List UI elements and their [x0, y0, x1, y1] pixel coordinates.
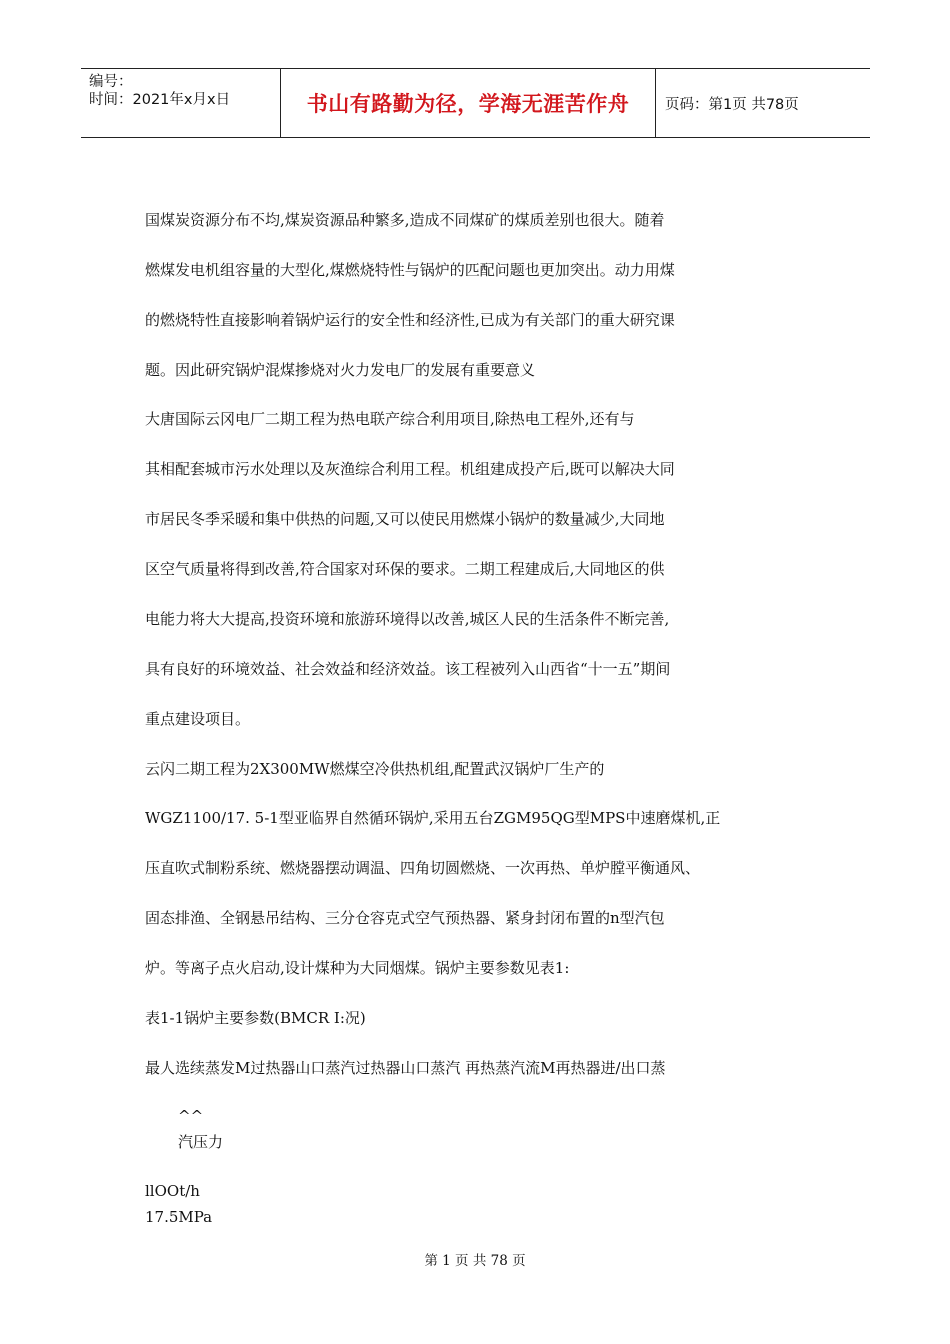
- table-header-row: 最人选续蒸发M过热器山口蒸汽过热器山口蒸汽 再热蒸汽流M再热器进/出口蒸: [145, 1059, 666, 1077]
- body-line: 题。因此研究锅炉混煤掺烧对火力发电厂的发展有重要意义: [145, 361, 536, 379]
- body-line: 重点建设项目。: [145, 710, 251, 728]
- body-line: 区空气质量将得到改善,符合国家对环保的要求。二期工程建成后,大同地区的供: [145, 560, 665, 578]
- body-line: 压直吹式制粉系统、燃烧器摆动调温、四角切圆燃烧、一次再热、单炉膛平衡通风、: [145, 859, 701, 877]
- body-line: 具有良好的环境效益、社会效益和经济效益。该工程被列入山西省“十一五”期间: [145, 660, 671, 678]
- table-header-caret: ^^: [178, 1107, 204, 1125]
- body-line: 燃煤发电机组容量的大型化,煤燃烧特性与锅炉的匹配问题也更加突出。动力用煤: [145, 261, 675, 279]
- document-header: [81, 68, 870, 138]
- body-line: WGZ1100/17. 5-1型亚临界自然循环锅炉,采用五台ZGM95QG型MPS中速磨煤机,正: [145, 809, 721, 827]
- body-line: 国煤炭资源分布不均,煤炭资源品种繁多,造成不同煤矿的煤质差别也很大。随着: [145, 211, 665, 229]
- document-date: 时间：2021年x月x日: [89, 92, 231, 108]
- header-page-info: 页码：第1页 共78页: [665, 96, 799, 113]
- footer-page-number: 第 1 页 共 78 页: [424, 1253, 526, 1269]
- table-cell-flow: llOOt/h: [145, 1182, 200, 1200]
- body-line: 云闪二期工程为2X300MW燃煤空冷供热机组,配置武汉锅炉厂生产的: [145, 760, 605, 778]
- table-header-pressure: 汽压力: [178, 1133, 224, 1151]
- page-footer: [0, 1249, 950, 1269]
- body-line: 市居民冬季采暖和集中供热的问题,又可以使民用燃煤小锅炉的数量减少,大同地: [145, 510, 665, 528]
- header-meta: [81, 69, 281, 137]
- body-line: 其相配套城市污水处理以及灰渔综合利用工程。机组建成投产后,既可以解决大同: [145, 460, 675, 478]
- body-line: 电能力将大大提高,投资环境和旅游环境得以改善,城区人民的生活条件不断完善,: [145, 610, 670, 628]
- document-number: 编号：: [89, 74, 133, 90]
- body-line: 固态排渔、全钢悬吊结构、三分仓容克式空气预热器、紧身封闭布置的n型汽包: [145, 909, 665, 927]
- header-motto-cell: [281, 69, 656, 137]
- body-line: 大唐国际云冈电厂二期工程为热电联产综合利用项目,除热电工程外,还有与: [145, 410, 635, 428]
- body-line: 的燃烧特性直接影响着锅炉运行的安全性和经济性,已成为有关部门的重大研究课: [145, 311, 675, 329]
- header-motto: 书山有路勤为径，学海无涯苦作舟: [306, 92, 630, 116]
- table-cell-pressure: 17.5MPa: [145, 1208, 213, 1226]
- body-line: 炉。等离子点火启动,设计煤种为大同烟煤。锅炉主要参数见表1:: [145, 959, 570, 977]
- table-caption: 表1-1锅炉主要参数(BMCR I:况): [145, 1009, 366, 1027]
- header-page-cell: [656, 69, 870, 137]
